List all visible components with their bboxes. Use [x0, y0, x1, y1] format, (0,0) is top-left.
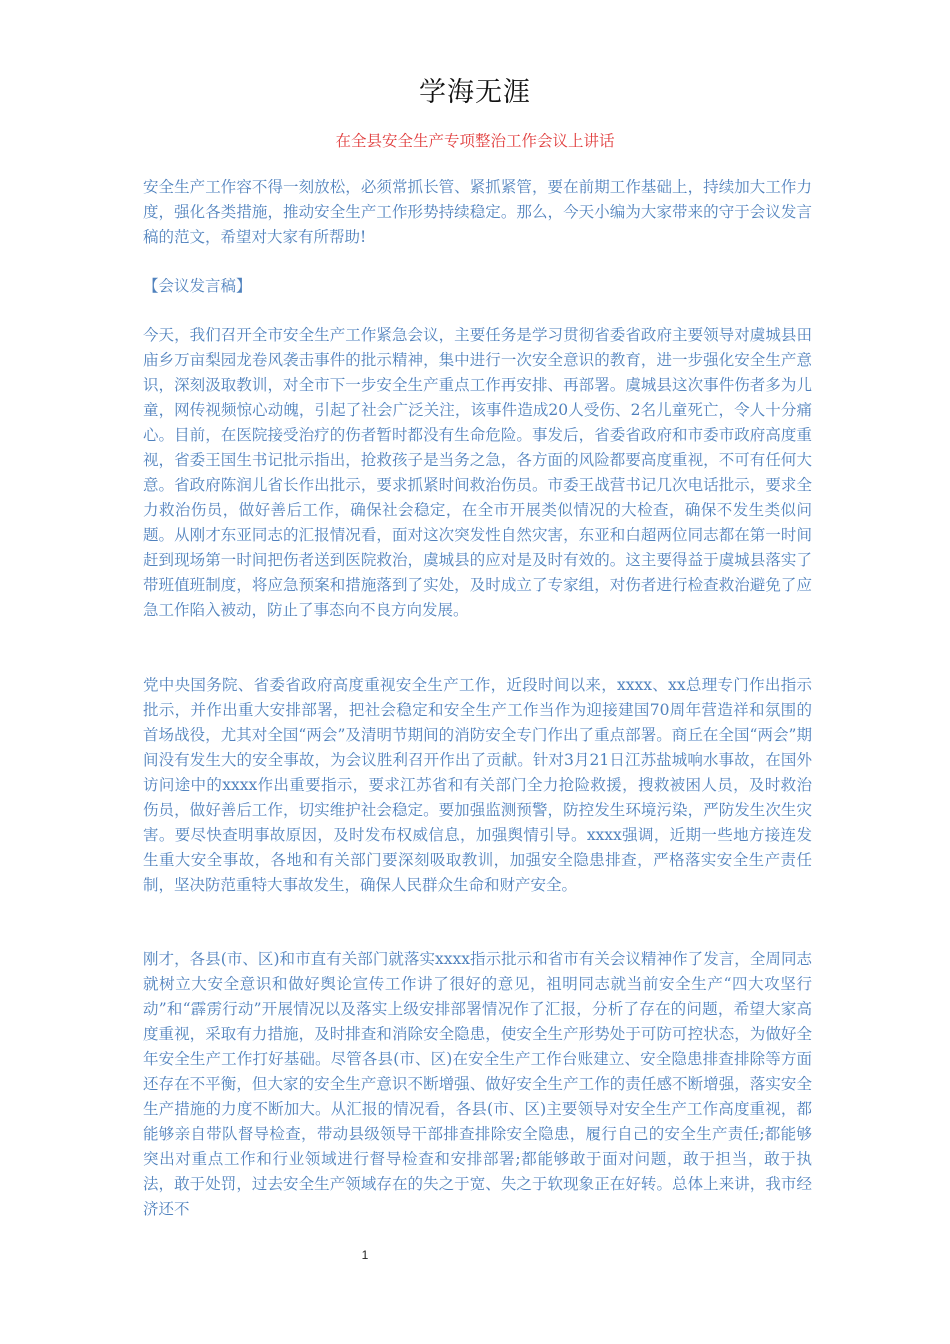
body-paragraph-3	[143, 947, 812, 1222]
section-label	[143, 274, 812, 299]
body-paragraph-1	[143, 323, 812, 623]
document-title: 在全县安全生产专项整治工作会议上讲话	[335, 132, 615, 150]
paragraph-text: 今天，我们召开全市安全生产工作紧急会议，主要任务是学习贯彻省委省政府主要领导对虞城县田庙乡万亩梨园龙卷风袭击事件的批示精神，集中进行一次安全意识的教育，进一步强化安全生产意识，深刻汲取教训，对全市下一步安全生产重点工作再安排、再部署。虞城县这次事件伤者多为儿童，网传视频惊心动魄，引起了社会广泛关注，该事件造成20人受伤、2名儿童死亡，令人十分痛心。目前，在医院接受治疗的伤者暂时都没有生命危险。事发后，省委省政府和市委市政府高度重视，省委王国生书记批示指出，抢救孩子是当务之急，各方面的风险都要高度重视，不可有任何大意。省政府陈润儿省长作出批示，要求抓紧时间救治伤员。市委王战营书记几次电话批示，要求全力救治伤员，做好善后工作，确保社会稳定，在全市开展类似情况的大检查，确保不发生类似问题。从刚才东亚同志的汇报情况看，面对这次突发性自然灾害，东亚和白超两位同志都在第一时间赶到现场第一时间把伤者送到医院救治，虞城县的应对是及时有效的。这主要得益于虞城县落实了带班值班制度，将应急预案和措施落到了实处，及时成立了专家组，对伤者进行检查救治避免了应急工作陷入被动，防止了事态向不良方向发展。	[143, 326, 812, 619]
section-label-text: 【会议发言稿】	[143, 277, 252, 295]
header-title: 学海无涯	[419, 77, 531, 108]
intro-text: 安全生产工作容不得一刻放松，必须常抓长管、紧抓紧管，要在前期工作基础上，持续加大工作力度，强化各类措施，推动安全生产工作形势持续稳定。那么，今天小编为大家带来的守于会议发言稿的范文，希望对大家有所帮助!	[143, 178, 812, 246]
body-paragraph-2	[143, 673, 812, 898]
paragraph-text: 刚才，各县(市、区)和市直有关部门就落实xxxx指示批示和省市有关会议精神作了发言，全周同志就树立大安全意识和做好舆论宣传工作讲了很好的意见，祖明同志就当前安全生产“四大攻坚行动”和“霹雳行动”开展情况以及落实上级安排部署情况作了汇报，分析了存在的问题，希望大家高度重视，采取有力措施，及时排查和消除安全隐患，使安全生产形势处于可防可控状态，为做好全年安全生产工作打好基础。尽管各县(市、区)在安全生产工作台账建立、安全隐患排查排除等方面还存在不平衡，但大家的安全生产意识不断增强、做好安全生产工作的责任感不断增强，落实安全生产措施的力度不断加大。从汇报的情况看，各县(市、区)主要领导对安全生产工作高度重视，都能够亲自带队督导检查，带动县级领导干部排查排除安全隐患，履行自己的安全生产责任;都能够突出对重点工作和行业领域进行督导检查和安排部署;都能够敢于面对问题，敢于担当，敢于执法，敢于处罚，过去安全生产领域存在的失之于宽、失之于软现象正在好转。总体上来讲，我市经济还不	[143, 950, 812, 1218]
paragraph-text: 党中央国务院、省委省政府高度重视安全生产工作，近段时间以来，xxxx、xx总理专门作出指示批示，并作出重大安排部署，把社会稳定和安全生产工作当作为迎接建国70周年营造祥和氛围的首场战役，尤其对全国“两会”及清明节期间的消防安全专门作出了重点部署。商丘在全国“两会”期间没有发生大的安全事故，为会议胜利召开作出了贡献。针对3月21日江苏盐城响水事故，在国外访问途中的xxxx作出重要指示，要求江苏省和有关部门全力抢险救援，搜救被困人员，及时救治伤员，做好善后工作，切实维护社会稳定。要加强监测预警，防控发生环境污染，严防发生次生灾害。要尽快查明事故原因，及时发布权威信息，加强舆情引导。xxxx强调，近期一些地方接连发生重大安全事故，各地和有关部门要深刻吸取教训，加强安全隐患排查，严格落实安全生产责任制，坚决防范重特大事故发生，确保人民群众生命和财产安全。	[143, 676, 812, 894]
page-number: 1	[361, 1248, 369, 1262]
intro-paragraph	[143, 175, 812, 250]
